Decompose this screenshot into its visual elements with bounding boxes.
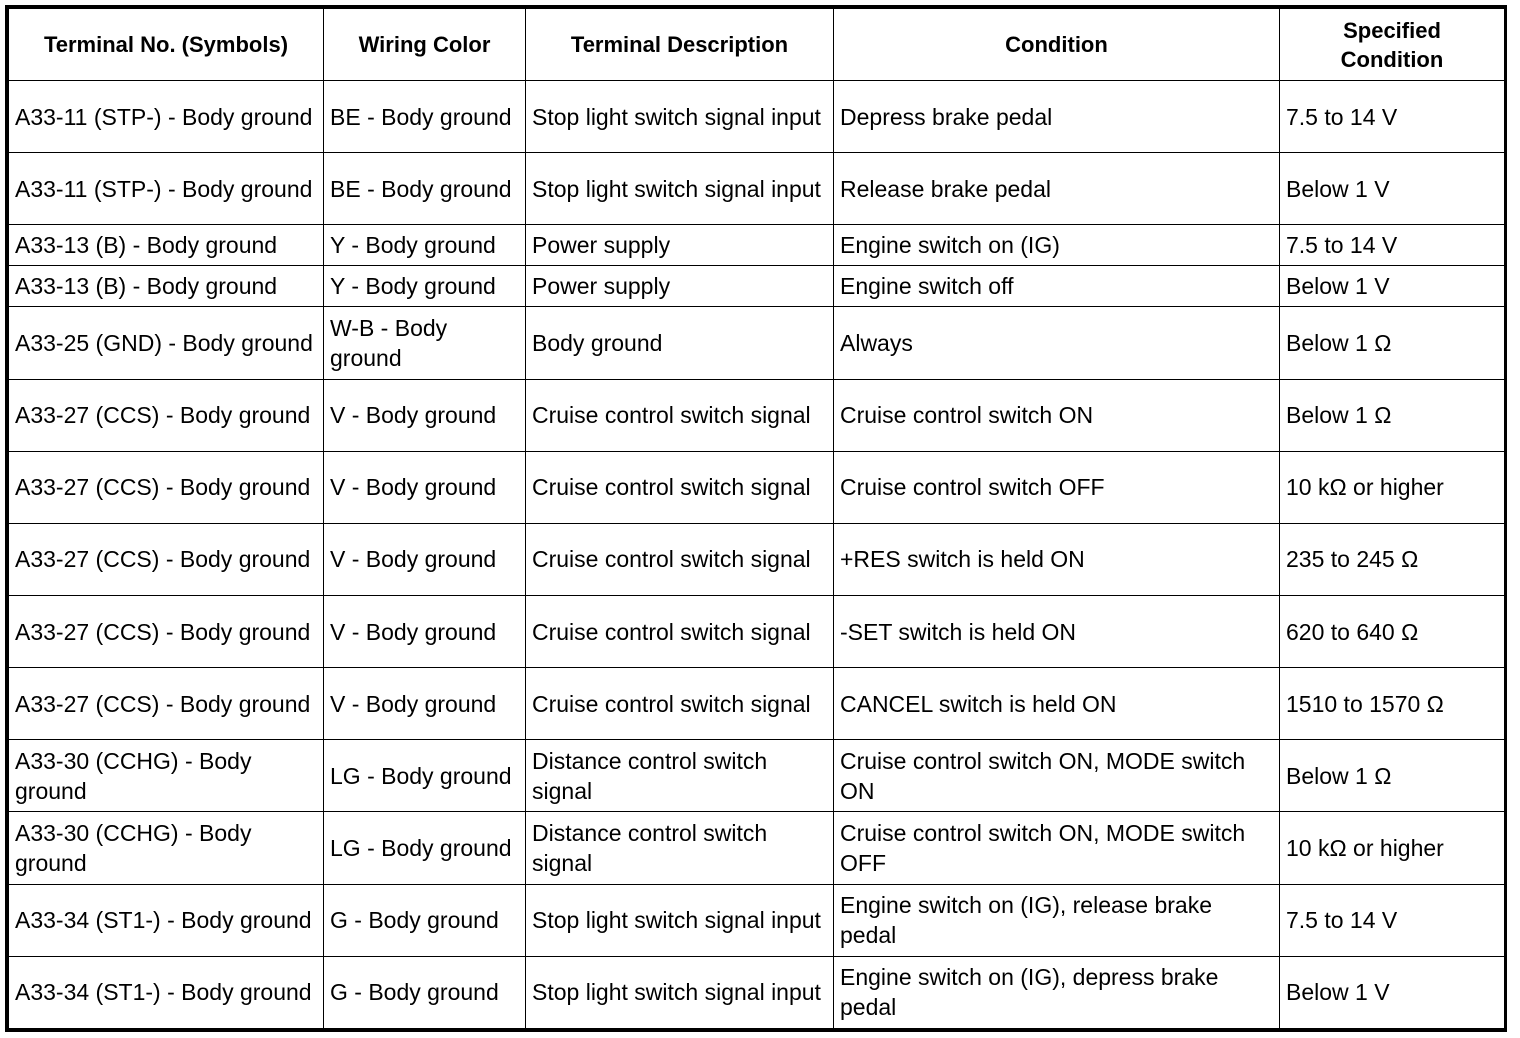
cell-specified: 235 to 245 Ω xyxy=(1280,523,1505,595)
cell-wiring: V - Body ground xyxy=(324,596,526,668)
cell-specified: 7.5 to 14 V xyxy=(1280,225,1505,266)
cell-description: Distance control switch signal xyxy=(526,812,834,884)
cell-description: Stop light switch signal input xyxy=(526,884,834,956)
cell-condition: Engine switch on (IG) xyxy=(834,225,1280,266)
cell-specified: 1510 to 1570 Ω xyxy=(1280,668,1505,740)
table-row xyxy=(9,740,1505,812)
cell-description: Distance control switch signal xyxy=(526,740,834,812)
terminal-spec-table xyxy=(5,5,1507,1032)
cell-terminal: A33-11 (STP-) - Body ground xyxy=(9,153,324,225)
cell-wiring: LG - Body ground xyxy=(324,812,526,884)
cell-terminal: A33-13 (B) - Body ground xyxy=(9,266,324,307)
cell-terminal: A33-27 (CCS) - Body ground xyxy=(9,668,324,740)
table-row xyxy=(9,884,1505,956)
header-terminal-description: Terminal Description xyxy=(526,9,834,81)
table-row xyxy=(9,379,1505,451)
cell-description: Cruise control switch signal xyxy=(526,451,834,523)
cell-condition: Engine switch on (IG), depress brake pedal xyxy=(834,956,1280,1028)
cell-specified: 7.5 to 14 V xyxy=(1280,884,1505,956)
cell-condition: Cruise control switch ON, MODE switch ON xyxy=(834,740,1280,812)
cell-terminal: A33-25 (GND) - Body ground xyxy=(9,307,324,379)
cell-condition: +RES switch is held ON xyxy=(834,523,1280,595)
cell-specified: Below 1 Ω xyxy=(1280,740,1505,812)
cell-wiring: V - Body ground xyxy=(324,451,526,523)
cell-description: Cruise control switch signal xyxy=(526,523,834,595)
cell-condition: Cruise control switch ON xyxy=(834,379,1280,451)
cell-description: Power supply xyxy=(526,225,834,266)
cell-specified: 7.5 to 14 V xyxy=(1280,81,1505,153)
cell-wiring: V - Body ground xyxy=(324,523,526,595)
cell-specified: 10 kΩ or higher xyxy=(1280,812,1505,884)
cell-description: Stop light switch signal input xyxy=(526,956,834,1028)
header-wiring-color: Wiring Color xyxy=(324,9,526,81)
header-condition: Condition xyxy=(834,9,1280,81)
cell-terminal: A33-30 (CCHG) - Body ground xyxy=(9,812,324,884)
cell-wiring: G - Body ground xyxy=(324,884,526,956)
table-row xyxy=(9,153,1505,225)
cell-condition: Engine switch off xyxy=(834,266,1280,307)
header-specified-condition: Specified Condition xyxy=(1280,9,1505,81)
cell-specified: Below 1 V xyxy=(1280,153,1505,225)
cell-description: Power supply xyxy=(526,266,834,307)
cell-condition: Cruise control switch ON, MODE switch OFF xyxy=(834,812,1280,884)
cell-condition: Depress brake pedal xyxy=(834,81,1280,153)
table-row xyxy=(9,307,1505,379)
cell-wiring: Y - Body ground xyxy=(324,266,526,307)
cell-description: Cruise control switch signal xyxy=(526,596,834,668)
header-terminal-no: Terminal No. (Symbols) xyxy=(9,9,324,81)
cell-description: Cruise control switch signal xyxy=(526,668,834,740)
cell-wiring: W-B - Body ground xyxy=(324,307,526,379)
table-row xyxy=(9,668,1505,740)
cell-terminal: A33-11 (STP-) - Body ground xyxy=(9,81,324,153)
cell-condition: Release brake pedal xyxy=(834,153,1280,225)
cell-terminal: A33-34 (ST1-) - Body ground xyxy=(9,884,324,956)
cell-terminal: A33-27 (CCS) - Body ground xyxy=(9,379,324,451)
cell-specified: 10 kΩ or higher xyxy=(1280,451,1505,523)
cell-description: Body ground xyxy=(526,307,834,379)
cell-condition: Cruise control switch OFF xyxy=(834,451,1280,523)
cell-specified: Below 1 V xyxy=(1280,956,1505,1028)
table-row xyxy=(9,225,1505,266)
table-row xyxy=(9,956,1505,1028)
cell-description: Cruise control switch signal xyxy=(526,379,834,451)
cell-wiring: V - Body ground xyxy=(324,668,526,740)
cell-description: Stop light switch signal input xyxy=(526,81,834,153)
cell-wiring: G - Body ground xyxy=(324,956,526,1028)
table-row xyxy=(9,523,1505,595)
cell-condition: Engine switch on (IG), release brake pedal xyxy=(834,884,1280,956)
table-row xyxy=(9,81,1505,153)
cell-wiring: V - Body ground xyxy=(324,379,526,451)
table-row xyxy=(9,451,1505,523)
table-row xyxy=(9,266,1505,307)
cell-terminal: A33-27 (CCS) - Body ground xyxy=(9,451,324,523)
cell-description: Stop light switch signal input xyxy=(526,153,834,225)
cell-condition: Always xyxy=(834,307,1280,379)
cell-condition: -SET switch is held ON xyxy=(834,596,1280,668)
cell-condition: CANCEL switch is held ON xyxy=(834,668,1280,740)
cell-wiring: BE - Body ground xyxy=(324,81,526,153)
cell-specified: Below 1 Ω xyxy=(1280,307,1505,379)
cell-specified: 620 to 640 Ω xyxy=(1280,596,1505,668)
cell-terminal: A33-13 (B) - Body ground xyxy=(9,225,324,266)
table-header-row xyxy=(9,9,1505,81)
table-row xyxy=(9,812,1505,884)
cell-wiring: LG - Body ground xyxy=(324,740,526,812)
cell-specified: Below 1 Ω xyxy=(1280,379,1505,451)
cell-terminal: A33-27 (CCS) - Body ground xyxy=(9,596,324,668)
cell-terminal: A33-34 (ST1-) - Body ground xyxy=(9,956,324,1028)
cell-terminal: A33-30 (CCHG) - Body ground xyxy=(9,740,324,812)
cell-wiring: Y - Body ground xyxy=(324,225,526,266)
cell-terminal: A33-27 (CCS) - Body ground xyxy=(9,523,324,595)
cell-specified: Below 1 V xyxy=(1280,266,1505,307)
cell-wiring: BE - Body ground xyxy=(324,153,526,225)
table-row xyxy=(9,596,1505,668)
